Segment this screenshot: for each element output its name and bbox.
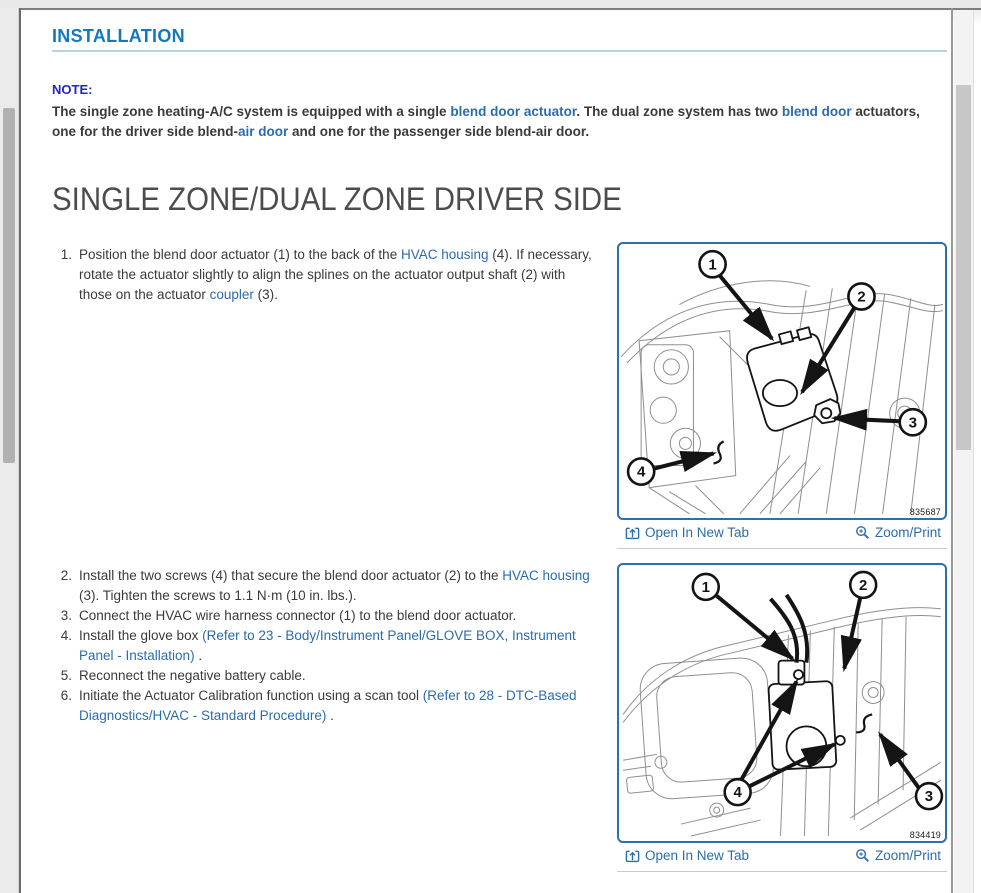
- open-in-new-tab-link[interactable]: Open In New Tab: [625, 848, 749, 863]
- callout-1: 1: [708, 256, 717, 274]
- step-number: 6.: [60, 688, 72, 703]
- steps-list-1: [52, 242, 612, 305]
- inline-link[interactable]: (Refer to 23 - Body/Instrument Panel/GLOVE BOX, Instrument Panel - Installation): [79, 628, 576, 663]
- callout-4: 4: [733, 784, 742, 802]
- text-run: Connect the HVAC wire harness connector (1) to the blend door actuator.: [79, 608, 517, 623]
- step-item-5: [52, 666, 612, 686]
- callout-2: 2: [859, 576, 868, 594]
- text-run: .: [194, 648, 203, 663]
- text-run: Install the glove box: [79, 628, 203, 643]
- step-item-6: [52, 686, 612, 726]
- step-item-1: [52, 245, 612, 305]
- text-run: Initiate the Actuator Calibration function using a scan tool: [79, 688, 423, 703]
- inline-link[interactable]: HVAC housing: [502, 568, 590, 583]
- content-row-2: [52, 563, 947, 872]
- inline-link[interactable]: air door: [238, 124, 289, 139]
- left-scrollbar[interactable]: [0, 8, 19, 893]
- step-number: 4.: [60, 628, 72, 643]
- callout-3: 3: [908, 414, 917, 432]
- right-scrollbar[interactable]: [954, 10, 974, 893]
- text-run: .: [326, 708, 334, 723]
- step-text: [79, 606, 516, 626]
- step-number: 5.: [60, 668, 72, 683]
- text-run: (4). If necessary, rotate the actuator slightly to align the splines on the actuator output shaft (2) with those on the actuator: [79, 247, 592, 302]
- zoom-print-link[interactable]: Zoom/Print: [855, 525, 941, 540]
- step-number: 2.: [60, 568, 72, 583]
- text-run: Position the blend door actuator (1) to the back of the: [79, 247, 401, 262]
- inline-link[interactable]: (Refer to 28 - DTC-Based Diagnostics/HVAC - Standard Procedure): [79, 688, 577, 723]
- text-run: Reconnect the negative battery cable.: [79, 668, 306, 683]
- note-label: NOTE:: [52, 82, 93, 97]
- step-text: [79, 686, 599, 726]
- inline-link[interactable]: HVAC housing: [400, 247, 489, 262]
- text-run: actuators, one for the driver side blend-: [52, 104, 920, 139]
- figure-column-1: [617, 242, 947, 549]
- page-title: INSTALLATION: [52, 26, 947, 52]
- document-page: [52, 26, 947, 872]
- figure-image-1: [617, 242, 947, 520]
- open-in-new-tab-link[interactable]: Open In New Tab: [625, 525, 749, 540]
- open-in-new-tab-icon: [625, 525, 640, 540]
- text-run: (3).: [253, 287, 278, 302]
- figure-number: 834419: [909, 830, 941, 840]
- inline-link[interactable]: blend door actuator: [450, 104, 577, 119]
- text-run: (3). Tighten the screws to 1.1 N·m (10 in. lbs.).: [79, 588, 357, 603]
- step-item-2: [52, 566, 612, 606]
- figure-card-1: [617, 242, 947, 549]
- zoom-print-link[interactable]: Zoom/Print: [855, 848, 941, 863]
- figure-footer-1: [617, 520, 947, 547]
- step-number: 1.: [60, 247, 72, 262]
- figure-footer-2: [617, 843, 947, 870]
- text-run: and one for the passenger side blend-air door.: [288, 124, 590, 139]
- text-run: Install the two screws (4) that secure the blend door actuator (2) to the: [79, 568, 503, 583]
- hvac-actuator-diagram-1: [619, 244, 945, 518]
- text-run: . The dual zone system has two: [576, 104, 782, 119]
- frame-right-border: [951, 8, 953, 893]
- step-text: [79, 245, 599, 305]
- content-frame: [21, 10, 951, 893]
- section-heading: SINGLE ZONE/DUAL ZONE DRIVER SIDE: [52, 181, 622, 217]
- callout-1: 1: [701, 578, 710, 596]
- top-bar: [0, 0, 981, 8]
- zoom-in-icon: [855, 525, 870, 540]
- inline-link[interactable]: blend door: [781, 104, 852, 119]
- step-item-3: [52, 606, 612, 626]
- callout-3: 3: [924, 788, 934, 806]
- step-text: [79, 666, 306, 686]
- figure-card-2: [617, 563, 947, 872]
- callout-4: 4: [636, 463, 646, 481]
- figure-number: 835687: [909, 507, 941, 517]
- content-row-1: [52, 242, 947, 549]
- note-text: [52, 102, 947, 142]
- hvac-actuator-diagram-2: [619, 565, 945, 841]
- callout-2: 2: [857, 288, 866, 306]
- steps-list-2: [52, 563, 612, 726]
- step-text: [79, 626, 599, 666]
- figure-image-2: [617, 563, 947, 843]
- zoom-in-icon: [855, 848, 870, 863]
- open-in-new-tab-icon: [625, 848, 640, 863]
- step-number: 3.: [60, 608, 72, 623]
- step-item-4: [52, 626, 612, 666]
- left-scrollbar-thumb[interactable]: [3, 108, 15, 463]
- right-scrollbar-thumb[interactable]: [956, 85, 971, 450]
- step-text: [79, 566, 599, 606]
- figure-column-2: [617, 563, 947, 872]
- text-run: The single zone heating-A/C system is equipped with a single: [52, 104, 451, 119]
- inline-link[interactable]: coupler: [209, 287, 254, 302]
